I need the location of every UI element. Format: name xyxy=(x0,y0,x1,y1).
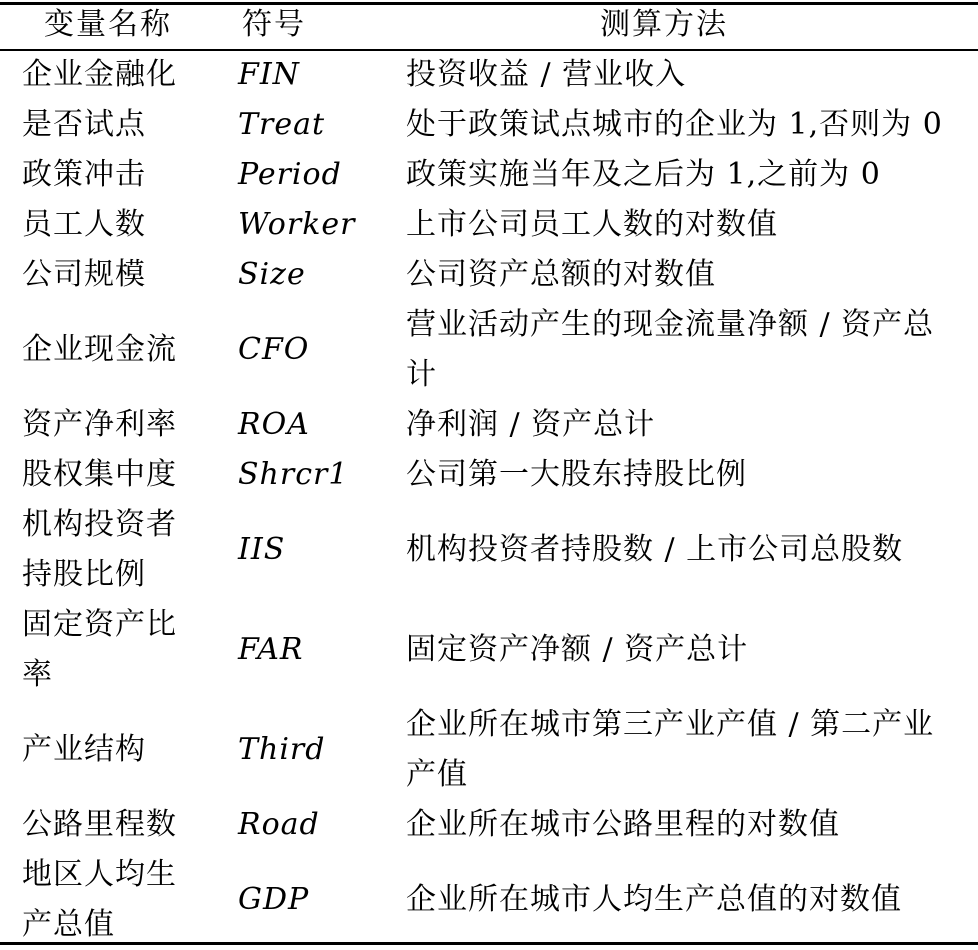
symbol-cell: Period xyxy=(238,157,342,192)
header-method: 测算方法 xyxy=(600,7,728,42)
method-cell: 公司第一大股东持股比例 xyxy=(406,457,747,492)
variable-name-cell: 股权集中度 xyxy=(22,457,177,492)
symbol-cell: Treat xyxy=(238,107,326,142)
symbol-cell: Third xyxy=(238,732,326,767)
variable-name-cell: 企业金融化 xyxy=(22,57,177,92)
table-row xyxy=(0,500,978,600)
table-row xyxy=(0,300,978,400)
variable-name-cell: 产业结构 xyxy=(22,732,146,767)
symbol-cell: FAR xyxy=(238,632,304,667)
variable-name-cell: 政策冲击 xyxy=(22,157,146,192)
method-cell: 企业所在城市第三产业产值 / 第二产业产值 xyxy=(406,707,935,792)
table-row xyxy=(0,450,978,500)
symbol-cell: Shrcr1 xyxy=(238,457,349,492)
header-name: 变量名称 xyxy=(44,7,172,42)
variable-name-cell: 企业现金流 xyxy=(22,332,177,367)
symbol-cell: FIN xyxy=(238,57,300,92)
variable-name-cell: 机构投资者持股比例 xyxy=(22,507,177,592)
header-row xyxy=(0,0,978,50)
variable-name-cell: 公司规模 xyxy=(22,257,146,292)
table-row xyxy=(0,150,978,200)
method-cell: 固定资产净额 / 资产总计 xyxy=(406,632,749,667)
symbol-cell: CFO xyxy=(238,332,310,367)
table-row xyxy=(0,100,978,150)
symbol-cell: IIS xyxy=(238,532,286,567)
method-cell: 投资收益 / 营业收入 xyxy=(406,57,687,92)
table-row xyxy=(0,800,978,850)
symbol-cell: Road xyxy=(238,807,320,842)
method-cell: 处于政策试点城市的企业为 1,否则为 0 xyxy=(406,107,943,142)
method-cell: 政策实施当年及之后为 1,之前为 0 xyxy=(406,157,881,192)
symbol-cell: Worker xyxy=(238,207,356,242)
variable-name-cell: 公路里程数 xyxy=(22,807,177,842)
table-row xyxy=(0,50,978,100)
method-cell: 机构投资者持股数 / 上市公司总股数 xyxy=(406,532,904,567)
table-row xyxy=(0,250,978,300)
method-cell: 企业所在城市公路里程的对数值 xyxy=(406,807,840,842)
method-cell: 上市公司员工人数的对数值 xyxy=(406,207,778,242)
symbol-cell: Size xyxy=(238,257,306,292)
method-cell: 企业所在城市人均生产总值的对数值 xyxy=(406,882,902,917)
table-row xyxy=(0,400,978,450)
symbol-cell: GDP xyxy=(238,882,310,917)
table-row xyxy=(0,850,978,950)
method-cell: 净利润 / 资产总计 xyxy=(406,407,656,442)
variable-name-cell: 员工人数 xyxy=(22,207,146,242)
table-row xyxy=(0,200,978,250)
variable-name-cell: 固定资产比率 xyxy=(22,607,177,692)
header-symbol: 符号 xyxy=(242,7,306,42)
symbol-cell: ROA xyxy=(238,407,310,442)
variable-name-cell: 资产净利率 xyxy=(22,407,177,442)
method-cell: 公司资产总额的对数值 xyxy=(406,257,716,292)
variable-name-cell: 是否试点 xyxy=(22,107,146,142)
variable-name-cell: 地区人均生产总值 xyxy=(22,857,177,942)
table-row xyxy=(0,700,978,800)
method-cell: 营业活动产生的现金流量净额 / 资产总计 xyxy=(406,307,935,392)
table-row xyxy=(0,600,978,700)
